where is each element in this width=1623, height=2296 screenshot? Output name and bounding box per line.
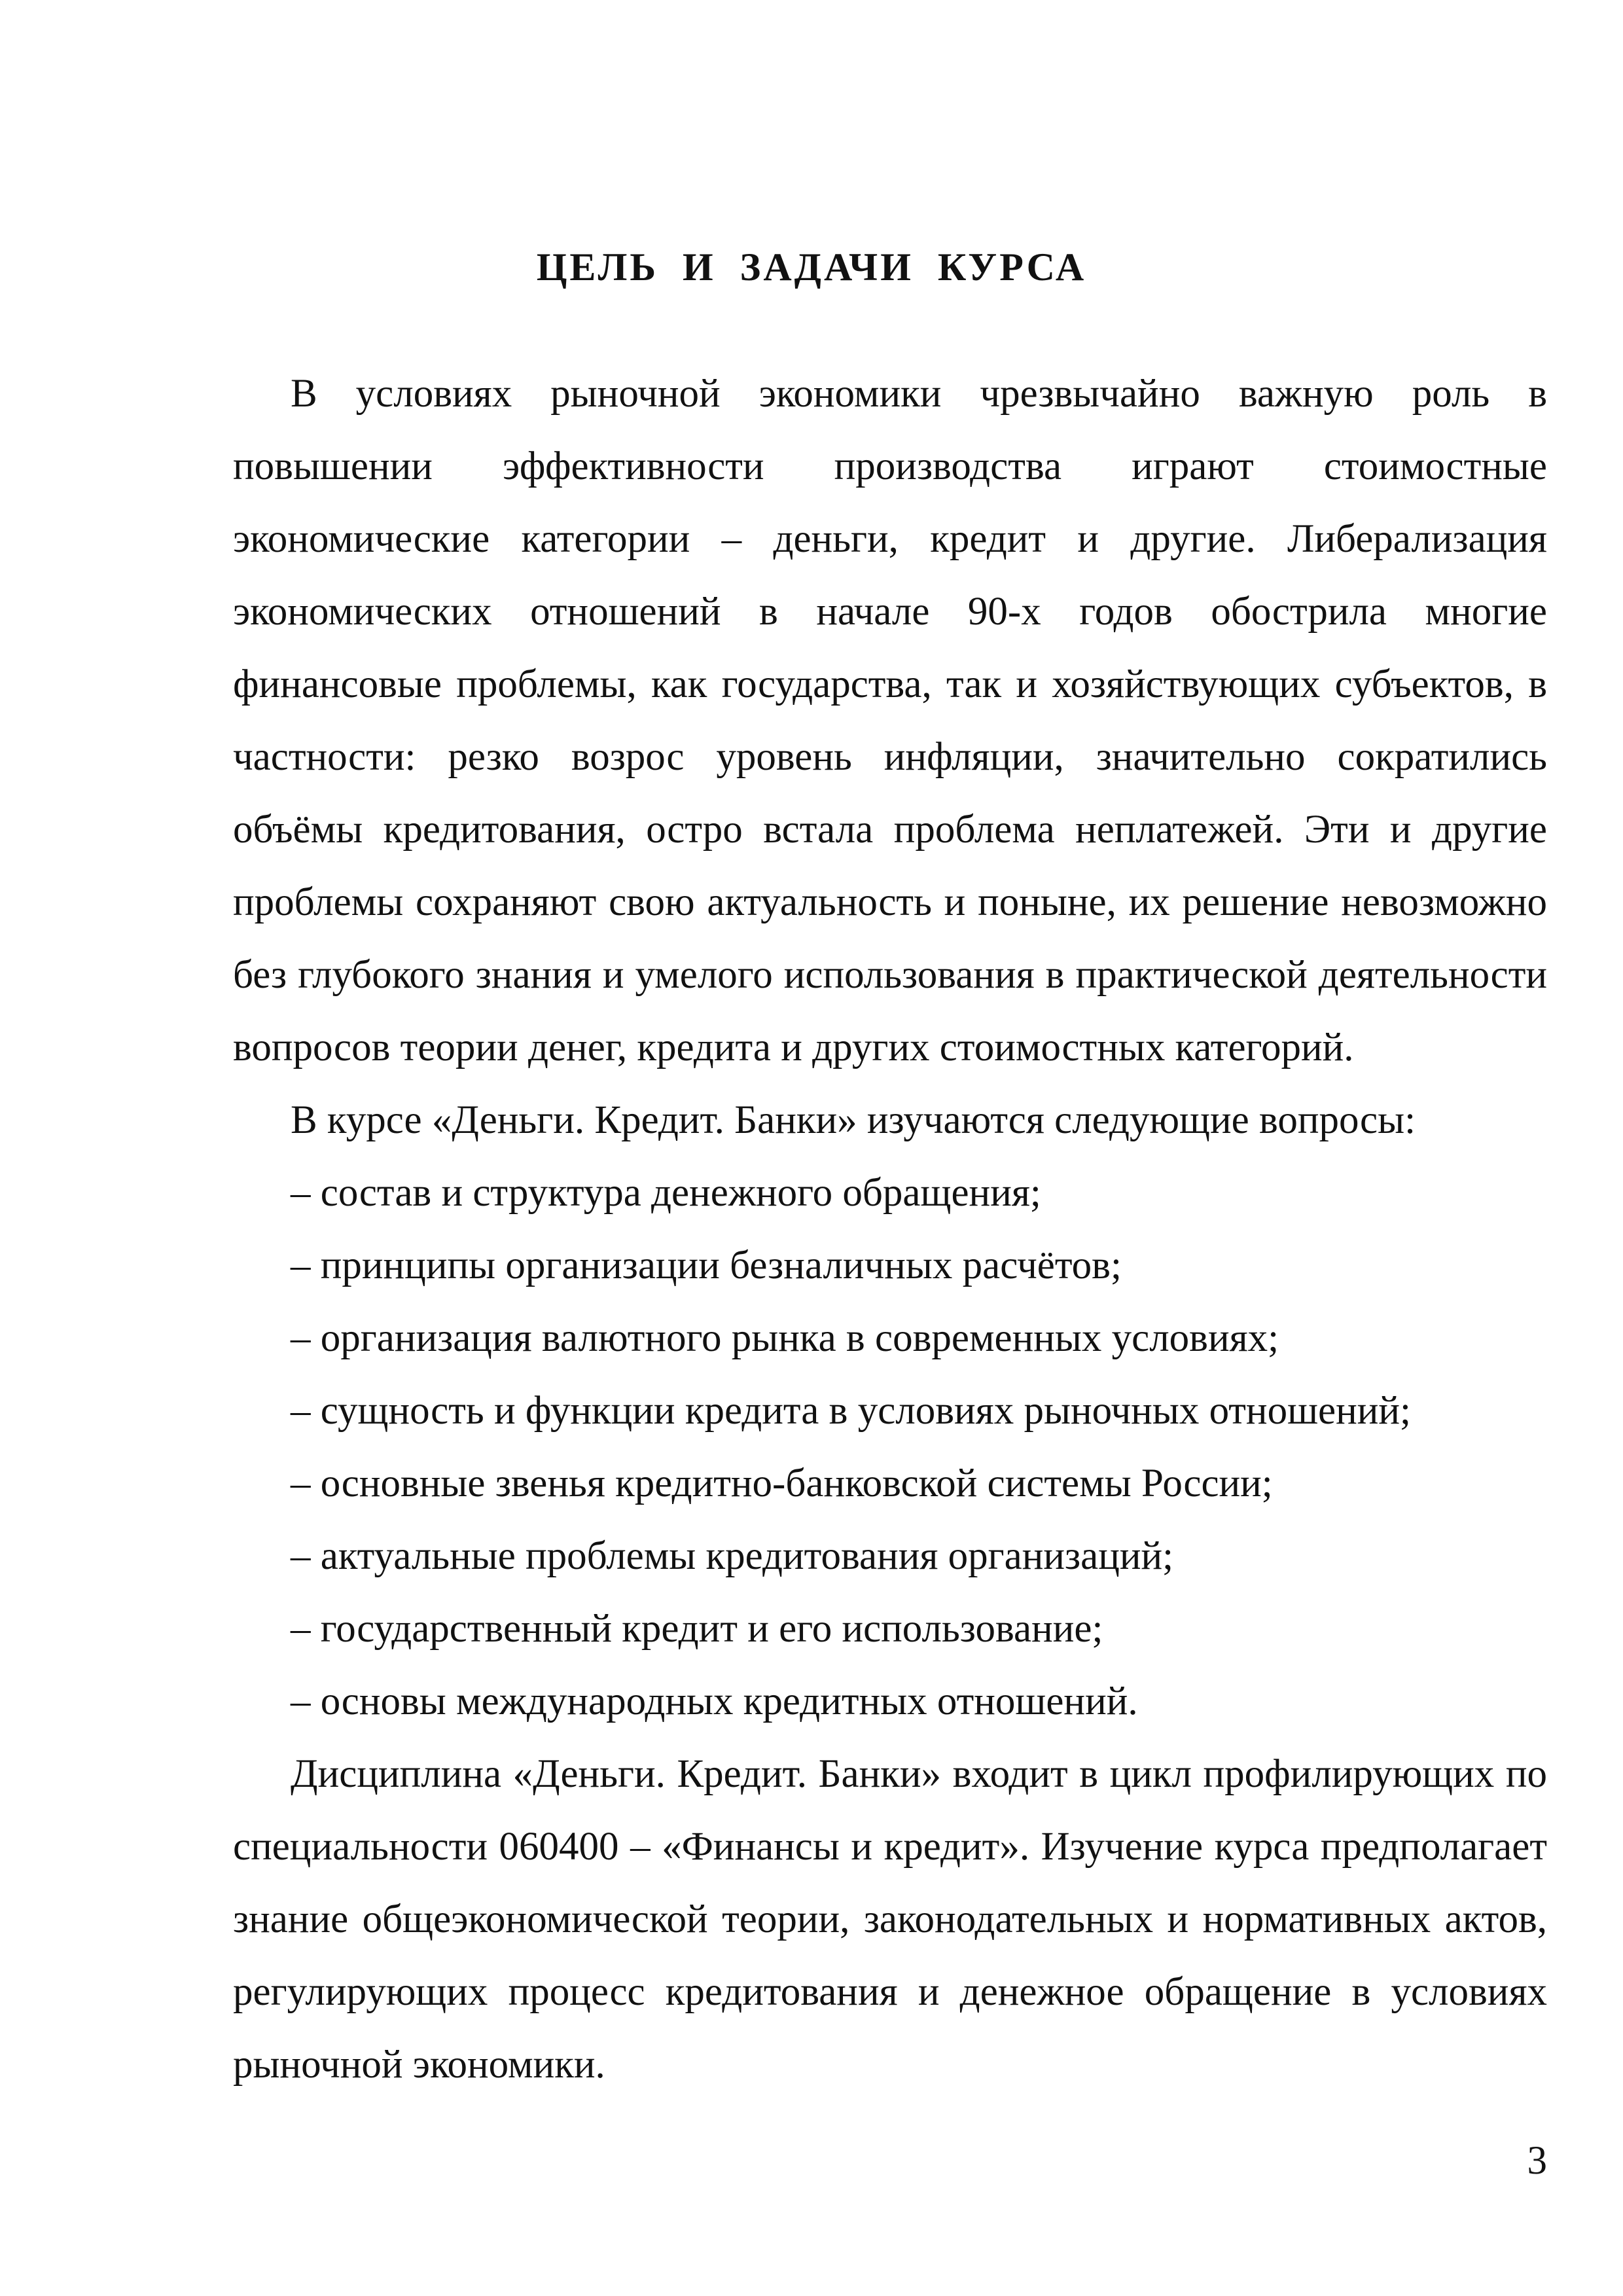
closing-paragraph: Дисциплина «Деньги. Кредит. Банки» входит в цикл профилирующих по специальности 060400 – «Финансы и кредит». Изучение курса предполагает знание общеэкономической теории, законодательных и нормативных актов, регулирующих процесс кредитования и денежное обращение в условиях рыночной экономики. [233, 1752, 1547, 2087]
list-item: – состав и структура денежного обращения; [291, 1171, 1041, 1215]
list-item: – принципы организации безналичных расчётов; [291, 1244, 1122, 1287]
list-item: – основные звенья кредитно-банковской системы России; [291, 1462, 1273, 1505]
list-item: – государственный кредит и его использование; [291, 1607, 1103, 1651]
document-body [233, 357, 1547, 2101]
list-item: – основы международных кредитных отношений. [291, 1679, 1138, 1723]
topics-list [233, 1157, 1547, 1738]
intro-paragraph: В условиях рыночной экономики чрезвычайно важную роль в повышении эффективности производства играют стоимостные экономические категории – деньги, кредит и другие. Либерализация экономических отношений в начале 90-х годов обострила многие финансовые проблемы, как государства, так и хозяйствующих субъектов, в частности: резко возрос уровень инфляции, значительно сократились объёмы кредитования, остро встала проблема неплатежей. Эти и другие проблемы сохраняют свою актуальность и поныне, их решение невозможно без глубокого знания и умелого использования в практической деятельности вопросов теории денег, кредита и других стоимостных категорий. [233, 372, 1547, 1069]
topics-lead-paragraph: В курсе «Деньги. Кредит. Банки» изучаются следующие вопросы: [291, 1098, 1416, 1142]
page-number: 3 [1527, 2139, 1547, 2183]
page-title: ЦЕЛЬ И ЗАДАЧИ КУРСА [536, 245, 1087, 289]
list-item: – организация валютного рынка в современных условиях; [291, 1316, 1279, 1360]
list-item: – сущность и функции кредита в условиях рыночных отношений; [291, 1389, 1411, 1433]
list-item: – актуальные проблемы кредитования организаций; [291, 1534, 1174, 1578]
